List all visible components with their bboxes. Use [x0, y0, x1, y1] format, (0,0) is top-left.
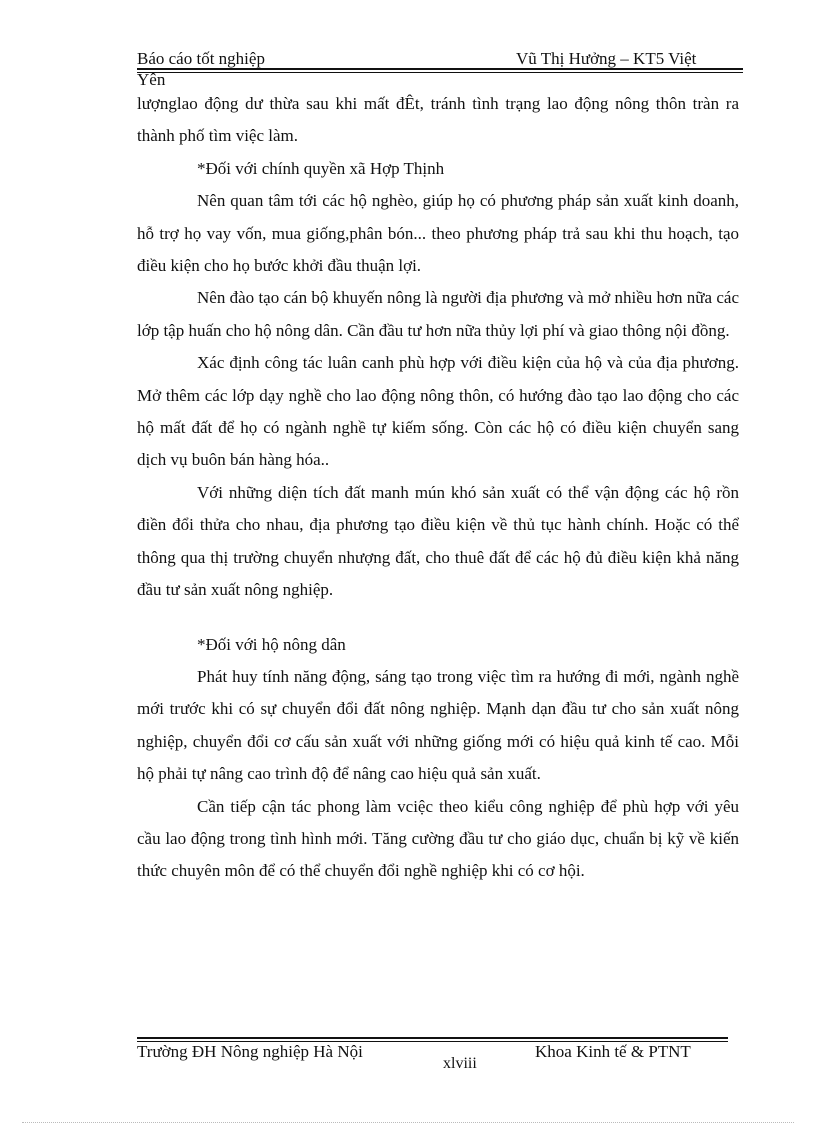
section-heading: *Đối với hộ nông dân — [197, 634, 346, 654]
header-title: Báo cáo tốt nghiệp — [137, 49, 265, 68]
paragraph: Nên quan tâm tới các hộ nghèo, giúp họ có phương pháp sản xuất kinh doanh, hỗ trợ họ vay vốn, mua giống,phân bón... theo phương pháp trả sau khi thu hoạch, tạo điều kiện cho họ bước khởi đầu thuận lợi. — [137, 191, 739, 276]
paragraph: Xác định công tác luân canh phù hợp với điều kiện của hộ và của địa phương. Mở thêm các lớp dạy nghề cho lao động nông thôn, có hướng đào tạo lao động cho các hộ mất đất để họ có ngành nghề tự kiếm sống. Còn các hộ có điều kiện chuyển sang dịch vụ buôn bán hàng hóa.. — [137, 353, 739, 470]
paragraph: Phát huy tính năng động, sáng tạo trong việc tìm ra hướng đi mới, ngành nghề mới trước khi có sự chuyển đổi đất nông nghiệp. Mạnh dạn đầu tư cho sản xuất nông nghiệp, chuyển đổi cơ cấu sản xuất với những giống mới có hiệu quả kinh tế cao. Mỗi hộ phải tự nâng cao trình độ để nâng cao hiệu quả sản xuất. — [137, 666, 739, 784]
header-rule — [137, 68, 743, 70]
body-text — [137, 88, 739, 888]
header-rule-thin — [137, 72, 743, 73]
header-author: Vũ Thị Hưởng – KT5 Việt — [516, 49, 697, 68]
header-author-wrap: Yên — [137, 70, 166, 89]
paragraph: lượnglao động dư thừa sau khi mất đÊt, tránh tình trạng lao động nông thôn tràn ra thành phố tìm việc làm. — [137, 94, 739, 146]
paragraph: Cần tiếp cận tác phong làm vciệc theo kiểu công nghiệp để phù hợp với yêu cầu lao động trong tình hình mới. Tăng cường đầu tư cho giáo dục, chuẩn bị kỹ về kiến thức chuyên môn để có thể chuyển đổi nghề nghiệp khi có cơ hội. — [137, 796, 739, 881]
footer-faculty: Khoa Kinh tế & PTNT — [535, 1042, 691, 1061]
footer-rule — [137, 1037, 728, 1039]
paragraph: Với những diện tích đất manh mún khó sản xuất có thể vận động các hộ rồn điền đổi thửa cho nhau, địa phương tạo điều kiện về thủ tục hành chính. Hoặc có thể thông qua thị trường chuyển nhượng đất, cho thuê đất để các hộ đủ điều kiện khả năng đầu tư sản xuất nông nghiệp. — [137, 482, 739, 600]
section-heading: *Đối với chính quyền xã Hợp Thịnh — [197, 158, 445, 178]
paragraph-spacer — [137, 607, 739, 629]
page-number: xlviii — [443, 1055, 477, 1072]
footer-university: Trường ĐH Nông nghiệp Hà Nội — [137, 1042, 363, 1061]
paragraph: Nên đào tạo cán bộ khuyến nông là người địa phương và mở nhiều hơn nữa các lớp tập huấn cho hộ nông dân. Cần đầu tư hơn nữa thủy lợi phí và giao thông nội đồng. — [137, 288, 739, 340]
